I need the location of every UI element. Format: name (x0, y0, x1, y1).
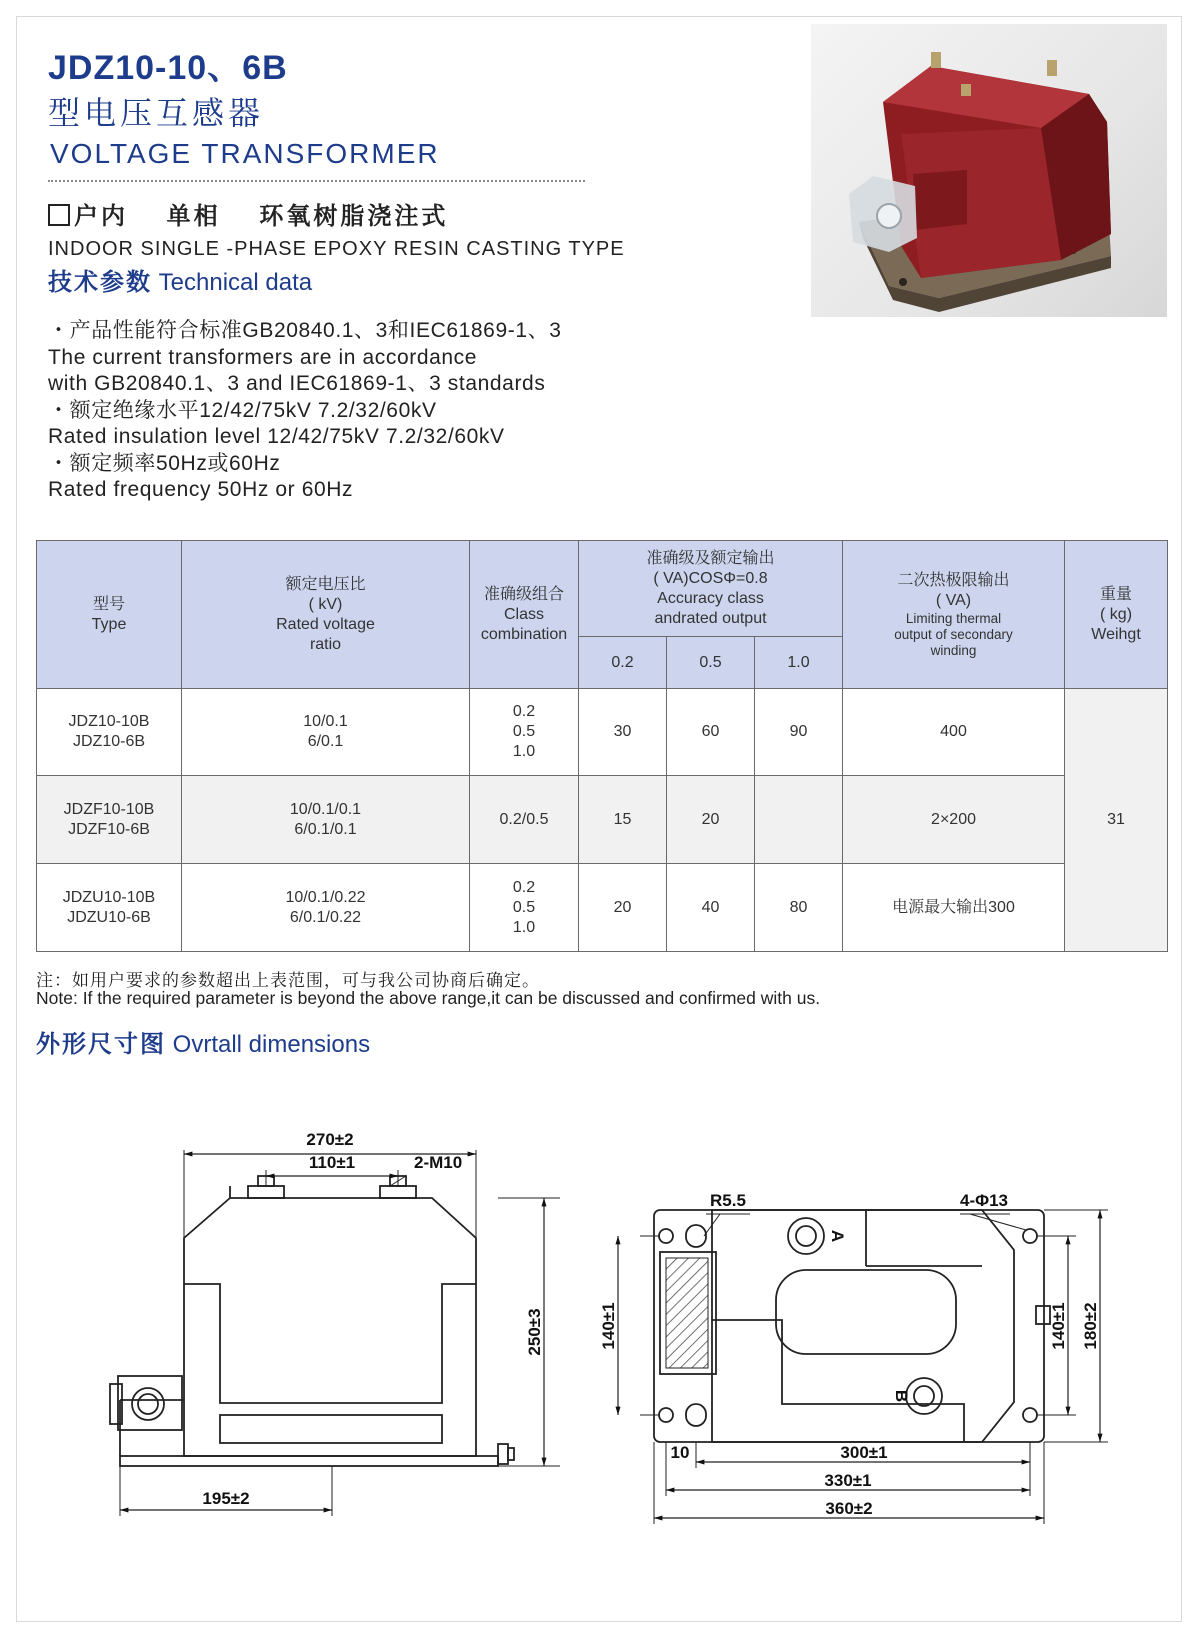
header-weight-cn: 重量 (1100, 585, 1133, 603)
cell-type: JDZU10-10B JDZU10-6B (37, 864, 182, 952)
header-acc-0-2: 0.2 (579, 637, 667, 689)
header-acc-cn: 准确级及额定输出 (646, 549, 775, 567)
cell-class: 0.2 0.5 1.0 (470, 864, 579, 952)
technical-data-heading (48, 262, 312, 297)
cell-type: JDZF10-10B JDZF10-6B (37, 776, 182, 864)
table-row (37, 864, 1168, 952)
dimensions-heading-cn: 外形尺寸图 (36, 1031, 166, 1058)
header-acc-en: andrated output (654, 609, 767, 627)
dim-front-height: 250±3 (525, 1308, 544, 1356)
dim-offset: 10 (670, 1443, 690, 1462)
dim-hole-spacing-v: 140±1 (599, 1302, 618, 1350)
technical-data-heading-cn: 技术参数 (48, 269, 152, 296)
dim-span: 330±1 (824, 1471, 872, 1490)
model-title: JDZ10-10、6B (48, 49, 288, 87)
header-therm-en: winding (930, 642, 977, 658)
tech-line: Rated insulation level 12/42/75kV 7.2/32/60kV (48, 425, 505, 448)
cell-type: JDZ10-10B JDZ10-6B (37, 689, 182, 776)
header-type (37, 541, 182, 689)
tech-line: with GB20840.1、3 and IEC61869-1、3 standards (48, 372, 546, 395)
header-type-cn: 型号 (92, 595, 125, 613)
cell-thermal: 2×200 (843, 776, 1065, 864)
dim-bolts: 2-M10 (414, 1153, 463, 1172)
cell-acc-1-0: 80 (755, 864, 843, 952)
dimensions-heading-en: Ovrtall dimensions (172, 1031, 371, 1058)
tech-line: ・额定绝缘水平12/42/75kV 7.2/32/60kV (48, 398, 437, 422)
cell-acc-0-5: 20 (667, 776, 755, 864)
header-class-en: Class (503, 605, 544, 623)
dim-holes: 4-Φ13 (960, 1191, 1008, 1210)
tech-line: The current transformers are in accordance (48, 345, 478, 369)
dotted-divider (48, 180, 585, 182)
technical-data-heading-en: Technical data (158, 269, 313, 296)
header-class-cn: 准确级组合 (483, 585, 564, 603)
header-ratio-en: ratio (309, 635, 342, 653)
transformer-photo-illustration (811, 24, 1167, 317)
product-title-cn: 型电压互感器 (48, 95, 265, 131)
cell-acc-0-2: 30 (579, 689, 667, 776)
tech-line: Rated frequency 50Hz or 60Hz (48, 478, 354, 501)
dim-overall: 360±2 (825, 1499, 873, 1518)
cell-acc-0-2: 20 (579, 864, 667, 952)
dimensions-heading (36, 1024, 370, 1059)
header-acc-0-5: 0.5 (667, 637, 755, 689)
header-therm-cn: 二次热极限输出 (897, 571, 1010, 589)
cell-acc-1-0: 90 (755, 689, 843, 776)
dim-right-inner: 140±1 (1049, 1302, 1068, 1350)
header-therm-en: Limiting thermal (905, 610, 1002, 626)
cell-acc-0-2: 15 (579, 776, 667, 864)
cell-weight: 31 (1065, 689, 1168, 952)
cell-ratio: 10/0.1 6/0.1 (182, 689, 470, 776)
terminal-b-label: B (892, 1389, 911, 1403)
type-description-en: INDOOR SINGLE -PHASE EPOXY RESIN CASTING TYPE (48, 238, 625, 260)
header-accuracy-output (579, 541, 843, 637)
technical-data-list (48, 318, 561, 504)
header-rated-voltage-ratio (182, 541, 470, 689)
header-ratio-cn: 额定电压比 (285, 575, 366, 593)
cell-class: 0.2/0.5 (470, 776, 579, 864)
header-acc-en: Accuracy class (657, 589, 764, 607)
dim-right-outer: 180±2 (1081, 1302, 1100, 1350)
cell-acc-0-5: 40 (667, 864, 755, 952)
cell-ratio: 10/0.1/0.22 6/0.1/0.22 (182, 864, 470, 952)
cell-class: 0.2 0.5 1.0 (470, 689, 579, 776)
header-weight (1065, 541, 1168, 689)
dim-radius: R5.5 (710, 1191, 746, 1210)
header-ratio-en: Rated voltage (276, 615, 375, 633)
header-weight-en: Weihgt (1091, 625, 1141, 643)
header-ratio-unit: ( kV) (308, 595, 343, 613)
dim-bolt-spacing: 110±1 (308, 1153, 356, 1172)
dim-front-width: 270±2 (306, 1130, 354, 1149)
header-class-combination (470, 541, 579, 689)
tech-line: ・产品性能符合标准GB20840.1、3和IEC61869-1、3 (48, 319, 562, 342)
header-weight-unit: ( kg) (1100, 605, 1133, 623)
table-row (37, 776, 1168, 864)
cell-acc-1-0 (755, 776, 843, 864)
front-view-drawing (110, 1150, 560, 1516)
product-photo (811, 24, 1167, 317)
header-therm-en: output of secondary (894, 626, 1013, 642)
type-description-cn (48, 196, 448, 231)
terminal-a-label: A (828, 1229, 847, 1243)
table-row (37, 689, 1168, 776)
cell-thermal: 电源最大输出300 (843, 864, 1065, 952)
tech-line: ・额定频率50Hz或60Hz (48, 451, 281, 475)
dimension-drawings (0, 1080, 1200, 1540)
header-type-en: Type (91, 615, 127, 633)
specification-table (36, 540, 1168, 952)
product-title-en: VOLTAGE TRANSFORMER (50, 138, 440, 169)
header-class-en: combination (480, 625, 568, 643)
dim-front-depth: 195±2 (202, 1489, 250, 1508)
header-therm-unit: ( VA) (935, 591, 972, 609)
cell-acc-0-5: 60 (667, 689, 755, 776)
checkbox-square-icon (48, 204, 70, 226)
cell-thermal: 400 (843, 689, 1065, 776)
note-cn: 注：如用户要求的参数超出上表范围，可与我公司协商后确定。 (36, 971, 540, 990)
dim-hole-spacing-h: 300±1 (840, 1443, 888, 1462)
header-acc-unit: ( VA)COSΦ=0.8 (653, 569, 768, 587)
header-acc-1-0: 1.0 (755, 637, 843, 689)
header-thermal-output (843, 541, 1065, 689)
cell-ratio: 10/0.1/0.1 6/0.1/0.1 (182, 776, 470, 864)
note-en: Note: If the required parameter is beyond the above range,it can be discussed and confirmed with us. (36, 988, 821, 1008)
type-description-cn-text: 户内 单相 环氧树脂浇注式 (74, 203, 449, 230)
